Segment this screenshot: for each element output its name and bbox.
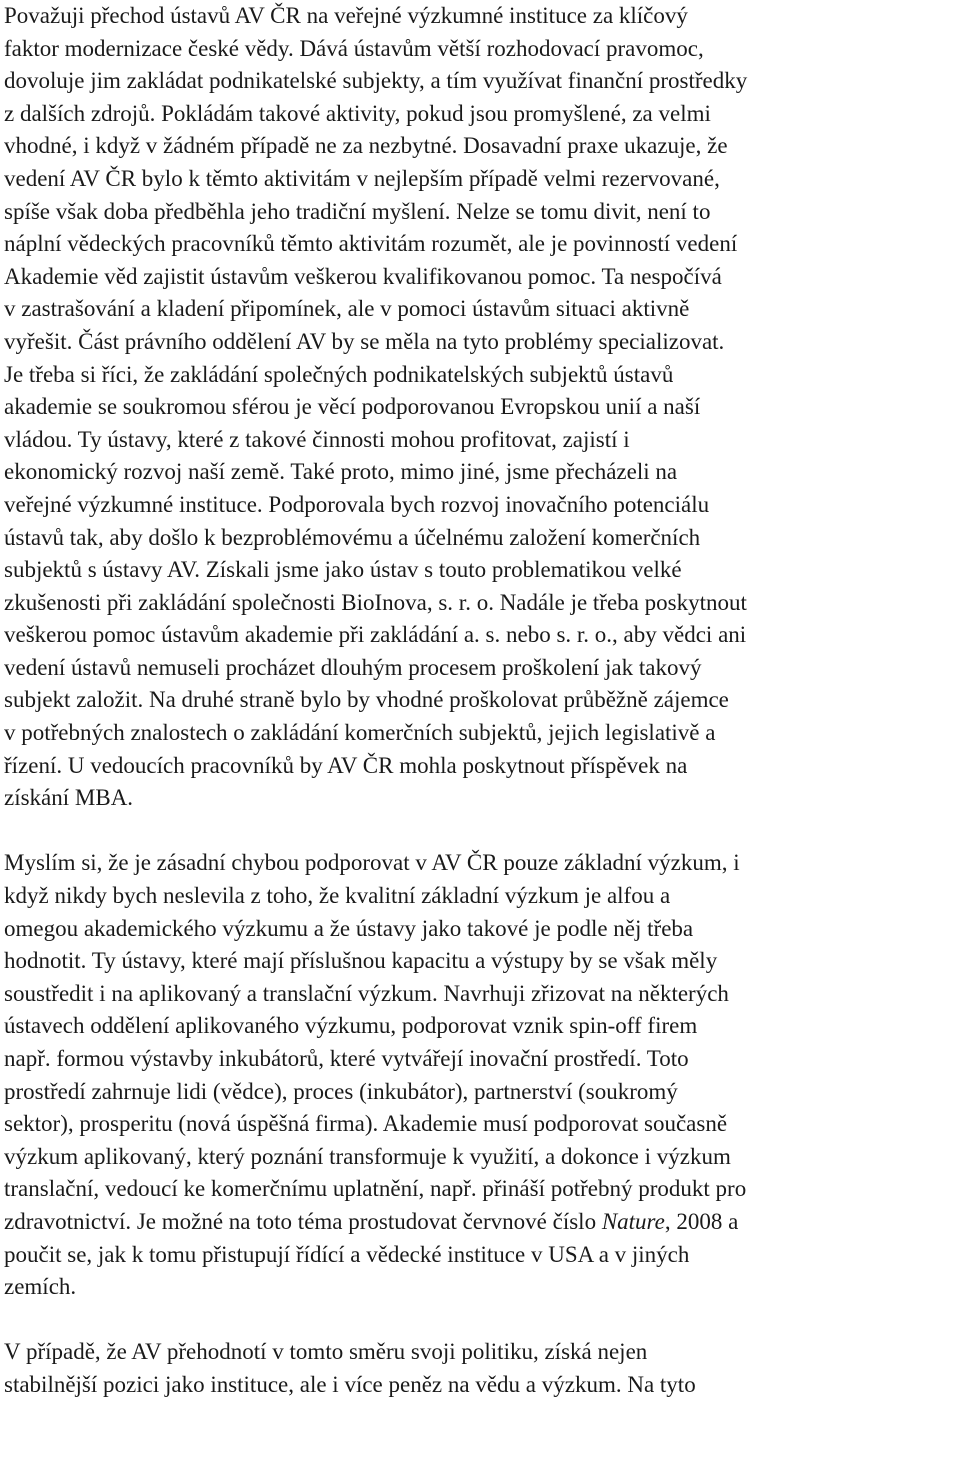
text-line: Akademie věd zajistit ústavům veškerou kvalifikovanou pomoc. Ta nespočívá xyxy=(4,263,722,289)
paragraph-2-lines xyxy=(4,847,958,1206)
text-line: poučit se, jak k tomu přistupují řídící a vědecké instituce v USA a v jiných xyxy=(4,1241,690,1267)
text-line: prostředí zahrnuje lidi (vědce), proces (inkubátor), partnerství (soukromý xyxy=(4,1078,678,1104)
text-line: hodnotit. Ty ústavy, které mají příslušnou kapacitu a výstupy by se však měly xyxy=(4,948,718,974)
text-line: ekonomický rozvoj naší země. Také proto, mimo jiné, jsme přecházeli na xyxy=(4,459,678,485)
journal-title-italic: Nature xyxy=(601,1208,665,1234)
document-page xyxy=(4,0,958,1402)
text-line: Považuji přechod ústavů AV ČR na veřejné výzkumné instituce za klíčový xyxy=(4,3,688,28)
text-line: z dalších zdrojů. Pokládám takové aktivity, pokud jsou promyšlené, za velmi xyxy=(4,100,711,126)
text-line: sektor), prosperitu (nová úspěšná firma). Akademie musí podporovat současně xyxy=(4,1111,728,1137)
text-line: Je třeba si říci, že zakládání společných podnikatelských subjektů ústavů xyxy=(4,361,674,387)
text-line: ústavech oddělení aplikovaného výzkumu, podporovat vznik spin-off firem xyxy=(4,1013,698,1039)
text-fragment: zdravotnictví. Je možné na toto téma prostudovat červnové číslo xyxy=(4,1208,602,1234)
paragraph-gap xyxy=(4,1304,958,1337)
text-line: řízení. U vedoucích pracovníků by AV ČR mohla poskytnout příspěvek na xyxy=(4,752,688,778)
paragraph-gap xyxy=(4,815,958,848)
text-line: např. formou výstavby inkubátorů, které vytvářejí inovační prostředí. Toto xyxy=(4,1046,689,1071)
paragraph-2-end xyxy=(4,1239,958,1304)
text-line: dovoluje jim zakládat podnikatelské subjekty, a tím využívat finanční prostředky xyxy=(4,68,748,94)
text-line: veřejné výzkumné instituce. Podporovala bych rozvoj inovačního potenciálu xyxy=(4,491,710,517)
text-line: v zastrašování a kladení připomínek, ale v pomoci ústavům situaci aktivně xyxy=(4,296,690,322)
text-line: vhodné, i když v žádném případě ne za nezbytné. Dosavadní praxe ukazuje, že xyxy=(4,133,728,159)
text-line: spíše však doba předběhla jeho tradiční myšlení. Nelze se tomu divit, není to xyxy=(4,198,711,224)
text-line: V případě, že AV přehodnotí v tomto směru svoji politiku, získá nejen xyxy=(4,1339,648,1365)
text-line: subjektů s ústavy AV. Získali jsme jako ústav s touto problematikou velké xyxy=(4,557,682,583)
text-line: vyřešit. Část právního oddělení AV by se měla na tyto problémy specializovat. xyxy=(4,328,725,354)
text-line: zkušenosti při zakládání společnosti BioInova, s. r. o. Nadále je třeba poskytnout xyxy=(4,589,747,615)
text-line: ústavů tak, aby došlo k bezproblémovému a účelnému založení komerčních xyxy=(4,524,701,550)
text-line: získání MBA. xyxy=(4,785,134,811)
text-line: výzkum aplikovaný, který poznání transformuje k využití, a dokonce i výzkum xyxy=(4,1143,731,1169)
text-fragment: , 2008 a xyxy=(664,1208,739,1234)
text-line: subjekt založit. Na druhé straně bylo by vhodné proškolovat průběžně zájemce xyxy=(4,687,729,713)
text-line: Myslím si, že je zásadní chybou podporovat v AV ČR pouze základní výzkum, i xyxy=(4,850,740,876)
text-line: faktor modernizace české vědy. Dává ústavům větší rozhodovací pravomoc, xyxy=(4,35,704,61)
text-line: vládou. Ty ústavy, které z takové činnosti mohou profitovat, zajistí i xyxy=(4,426,630,452)
text-line: veškerou pomoc ústavům akademie při zakládání a. s. nebo s. r. o., aby vědci ani xyxy=(4,622,747,648)
text-line: soustředit i na aplikovaný a translační výzkum. Navrhuji zřizovat na některých xyxy=(4,980,729,1006)
text-line: když nikdy bych neslevila z toho, že kvalitní základní výzkum je alfou a xyxy=(4,883,671,909)
paragraph-1 xyxy=(4,0,958,815)
text-line: vedení AV ČR bylo k těmto aktivitám v nejlepším případě velmi rezervované, xyxy=(4,165,720,191)
text-line: náplní vědeckých pracovníků těmto aktivitám rozumět, ale je povinností vedení xyxy=(4,231,738,257)
text-line: omegou akademického výzkumu a že ústavy jako takové je podle něj třeba xyxy=(4,915,694,941)
text-line: v potřebných znalostech o zakládání komerčních subjektů, jejich legislativě a xyxy=(4,720,716,746)
text-line: akademie se soukromou sférou je věcí podporovanou Evropskou unií a naší xyxy=(4,394,701,420)
paragraph-2 xyxy=(4,847,958,1303)
text-line: translační, vedoucí ke komerčnímu uplatnění, např. přináší potřebný produkt pro xyxy=(4,1176,747,1202)
text-line: vedení ústavů nemuseli procházet dlouhým procesem proškolení jak takový xyxy=(4,654,702,680)
paragraph-3 xyxy=(4,1336,958,1401)
text-line-nature xyxy=(4,1206,958,1239)
text-line: zemích. xyxy=(4,1274,77,1300)
text-line: stabilnější pozici jako instituce, ale i více peněz na vědu a výzkum. Na tyto xyxy=(4,1371,696,1397)
